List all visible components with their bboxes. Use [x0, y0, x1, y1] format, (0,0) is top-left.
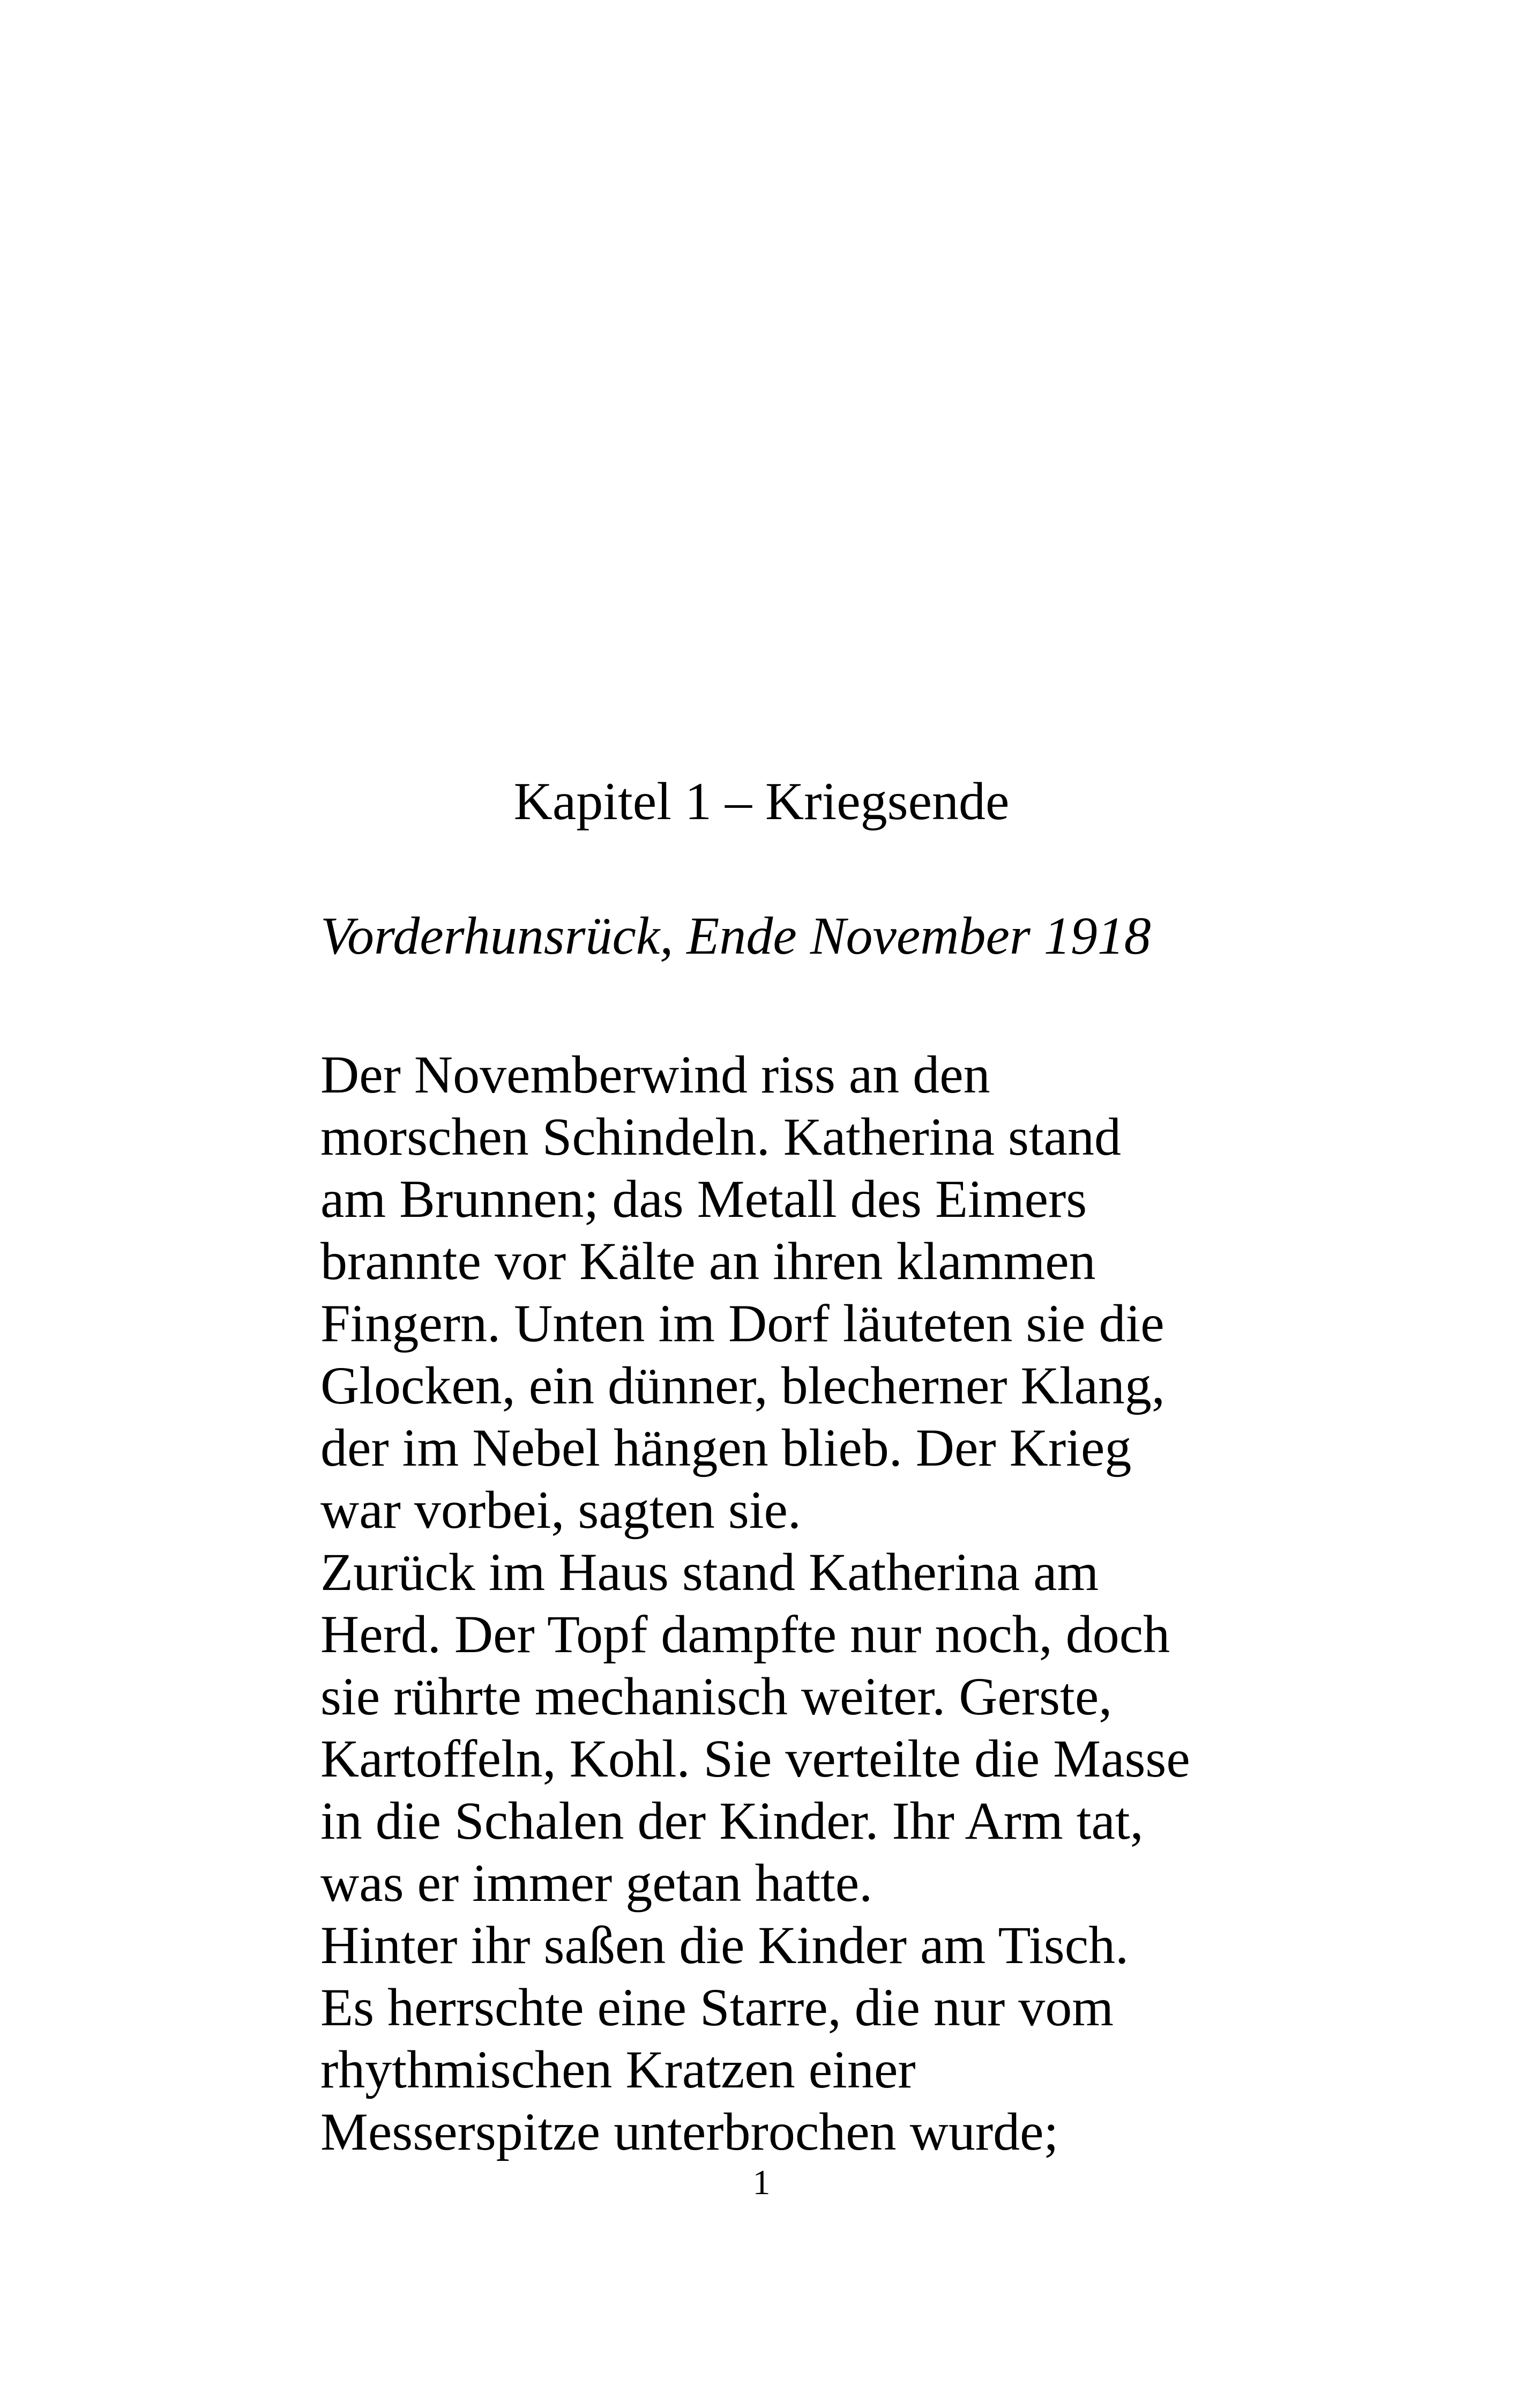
body-line: Kartoffeln, Kohl. Sie verteilte die Masse: [320, 1729, 1190, 1788]
body-line: war vorbei, sagten sie.: [320, 1480, 801, 1540]
body-line: in die Schalen der Kinder. Ihr Arm tat,: [320, 1791, 1144, 1850]
body-line: Glocken, ein dünner, blecherner Klang,: [320, 1356, 1165, 1415]
body-line: Hinter ihr saßen die Kinder am Tisch.: [320, 1915, 1129, 1975]
body-line: Messerspitze unterbrochen wurde;: [320, 2102, 1059, 2161]
chapter-title: Kapitel 1 – Kriegsende: [513, 771, 1010, 831]
body-line: der im Nebel hängen blieb. Der Krieg: [320, 1418, 1132, 1477]
body-line: Fingern. Unten im Dorf läuteten sie die: [320, 1294, 1164, 1353]
body-line: rhythmischen Kratzen einer: [320, 2040, 916, 2099]
body-line: morschen Schindeln. Katherina stand: [320, 1107, 1122, 1166]
body-line: am Brunnen; das Metall des Eimers: [320, 1169, 1087, 1229]
body-line: Der Novemberwind riss an den: [320, 1045, 990, 1104]
body-line: sie rührte mechanisch weiter. Gerste,: [320, 1667, 1113, 1726]
body-text: [320, 1044, 1242, 2163]
body-line: was er immer getan hatte.: [320, 1853, 873, 1913]
page-number: 1: [752, 2163, 771, 2202]
body-line: Es herrschte eine Starre, die nur vom: [320, 1978, 1114, 2037]
body-line: Herd. Der Topf dampfte nur noch, doch: [320, 1604, 1170, 1664]
location-date-line: Vorderhunsrück, Ende November 1918: [320, 906, 1151, 965]
body-line: Zurück im Haus stand Katherina am: [320, 1542, 1099, 1602]
body-line: brannte vor Kälte an ihren klammen: [320, 1231, 1096, 1291]
